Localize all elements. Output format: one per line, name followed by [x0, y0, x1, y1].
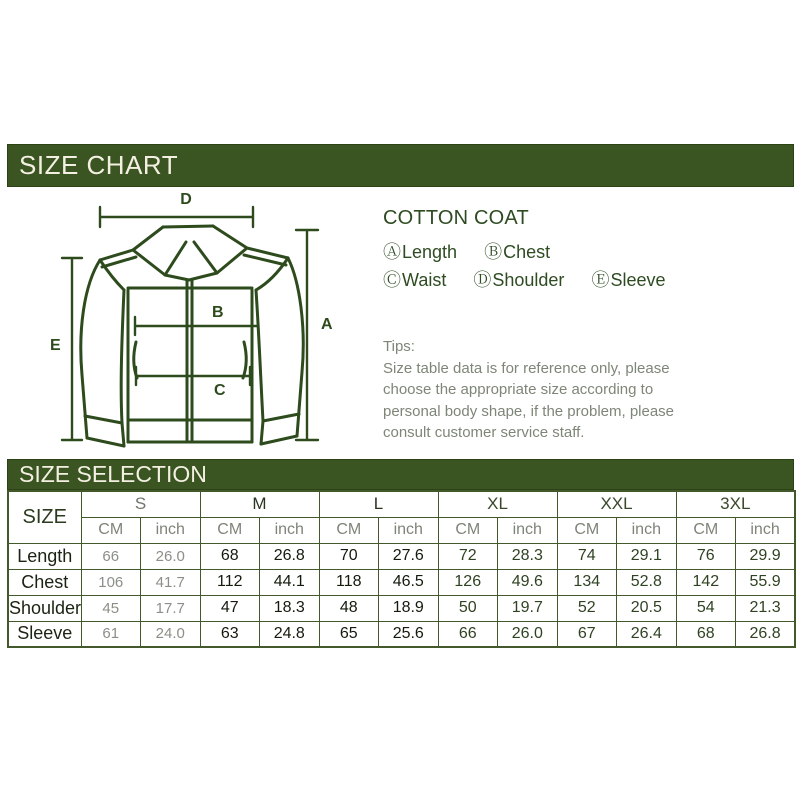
unit-header: CM — [319, 517, 379, 543]
tips-line: consult customer service staff. — [383, 424, 585, 441]
tips-line: Size table data is for reference only, please — [383, 359, 670, 377]
size-header-l: L — [319, 491, 438, 517]
table-cell: 76 — [676, 543, 736, 569]
table-cell: 50 — [438, 595, 498, 621]
table-cell: 67 — [557, 621, 617, 647]
legend-label: Shoulder — [492, 270, 565, 290]
table-cell: 106 — [81, 569, 141, 595]
circled-c-icon: Ⓒ — [383, 270, 401, 290]
table-cell: 70 — [319, 543, 379, 569]
table-cell: 48 — [319, 595, 379, 621]
size-header-xxl: XXL — [557, 491, 676, 517]
size-header-s: S — [81, 491, 200, 517]
legend-label: Sleeve — [610, 270, 666, 290]
table-cell: 44.1 — [260, 569, 320, 595]
table-cell: 49.6 — [498, 569, 558, 595]
table-cell: 26.4 — [617, 621, 677, 647]
legend-label: Waist — [402, 270, 447, 290]
table-cell: 65 — [319, 621, 379, 647]
dimension-lines — [62, 207, 318, 440]
dimension-line-b — [135, 317, 257, 335]
table-cell: 25.6 — [379, 621, 439, 647]
label-a: A — [321, 316, 333, 333]
circled-a-icon: Ⓐ — [383, 242, 401, 262]
size-selection-banner — [7, 459, 794, 490]
table-cell: 26.8 — [736, 621, 796, 647]
table-cell: 45 — [81, 595, 141, 621]
unit-header: inch — [736, 517, 796, 543]
legend-label: Chest — [503, 242, 551, 262]
dimension-line-d — [100, 207, 253, 227]
table-cell: 29.9 — [736, 543, 796, 569]
size-selection-title: SIZE SELECTION — [19, 461, 207, 487]
row-label-sleeve: Sleeve — [8, 621, 81, 647]
tips-line: choose the appropriate size according to — [383, 381, 654, 398]
table-cell: 17.7 — [141, 595, 201, 621]
tips-line: personal body shape, if the problem, please — [383, 402, 675, 420]
unit-header: CM — [676, 517, 736, 543]
table-cell: 112 — [200, 569, 260, 595]
table-cell: 134 — [557, 569, 617, 595]
unit-header: inch — [141, 517, 201, 543]
size-chart-title: SIZE CHART — [19, 150, 179, 180]
table-cell: 55.9 — [736, 569, 796, 595]
size-table — [7, 490, 796, 648]
measurement-legend — [383, 207, 723, 294]
size-corner-header: SIZE — [8, 491, 81, 543]
table-cell: 118 — [319, 569, 379, 595]
size-header-xl: XL — [438, 491, 557, 517]
table-cell: 19.7 — [498, 595, 558, 621]
table-cell: 27.6 — [379, 543, 439, 569]
table-cell: 72 — [438, 543, 498, 569]
legend-waist — [383, 270, 446, 290]
label-e: E — [50, 337, 61, 354]
unit-header: inch — [379, 517, 439, 543]
table-cell: 24.8 — [260, 621, 320, 647]
unit-header: inch — [617, 517, 677, 543]
table-cell: 54 — [676, 595, 736, 621]
table-cell: 142 — [676, 569, 736, 595]
legend-row-2 — [383, 266, 723, 294]
unit-header: CM — [200, 517, 260, 543]
label-d: D — [180, 191, 192, 208]
table-cell: 47 — [200, 595, 260, 621]
table-cell: 52.8 — [617, 569, 677, 595]
table-cell: 20.5 — [617, 595, 677, 621]
table-cell: 26.8 — [260, 543, 320, 569]
size-header-3xl: 3XL — [676, 491, 795, 517]
dimension-line-e — [62, 258, 82, 440]
table-cell: 41.7 — [141, 569, 201, 595]
tips-heading: Tips: — [383, 338, 415, 355]
table-cell: 28.3 — [498, 543, 558, 569]
size-chart-banner — [7, 144, 794, 187]
table-cell: 24.0 — [141, 621, 201, 647]
table-cell: 26.0 — [141, 543, 201, 569]
unit-header: CM — [81, 517, 141, 543]
circled-b-icon: Ⓑ — [484, 242, 503, 262]
table-cell: 126 — [438, 569, 498, 595]
size-header-m: M — [200, 491, 319, 517]
legend-shoulder — [473, 270, 564, 290]
table-cell: 68 — [676, 621, 736, 647]
unit-header: inch — [260, 517, 320, 543]
circled-d-icon: Ⓓ — [473, 270, 492, 290]
table-cell: 52 — [557, 595, 617, 621]
unit-header: inch — [498, 517, 558, 543]
jacket-diagram — [40, 190, 380, 460]
label-c: C — [214, 382, 226, 399]
table-cell: 68 — [200, 543, 260, 569]
legend-sleeve — [591, 270, 665, 290]
unit-header: CM — [438, 517, 498, 543]
row-label-length: Length — [8, 543, 81, 569]
jacket-outline — [81, 226, 303, 446]
unit-header: CM — [557, 517, 617, 543]
table-cell: 18.9 — [379, 595, 439, 621]
legend-row-1 — [383, 238, 723, 266]
circled-e-icon: Ⓔ — [591, 270, 610, 290]
table-cell: 63 — [200, 621, 260, 647]
table-cell: 29.1 — [617, 543, 677, 569]
table-cell: 66 — [81, 543, 141, 569]
table-cell: 46.5 — [379, 569, 439, 595]
product-title: COTTON COAT — [383, 207, 529, 229]
table-cell: 18.3 — [260, 595, 320, 621]
legend-chest — [484, 242, 550, 262]
table-cell: 74 — [557, 543, 617, 569]
label-b: B — [212, 304, 224, 321]
row-label-shoulder: Shoulder — [8, 595, 81, 621]
tips-block — [383, 336, 713, 444]
legend-label: Length — [402, 242, 458, 262]
table-cell: 61 — [81, 621, 141, 647]
row-label-chest: Chest — [8, 569, 81, 595]
legend-length — [383, 242, 457, 262]
table-cell: 66 — [438, 621, 498, 647]
table-cell: 21.3 — [736, 595, 796, 621]
table-cell: 26.0 — [498, 621, 558, 647]
